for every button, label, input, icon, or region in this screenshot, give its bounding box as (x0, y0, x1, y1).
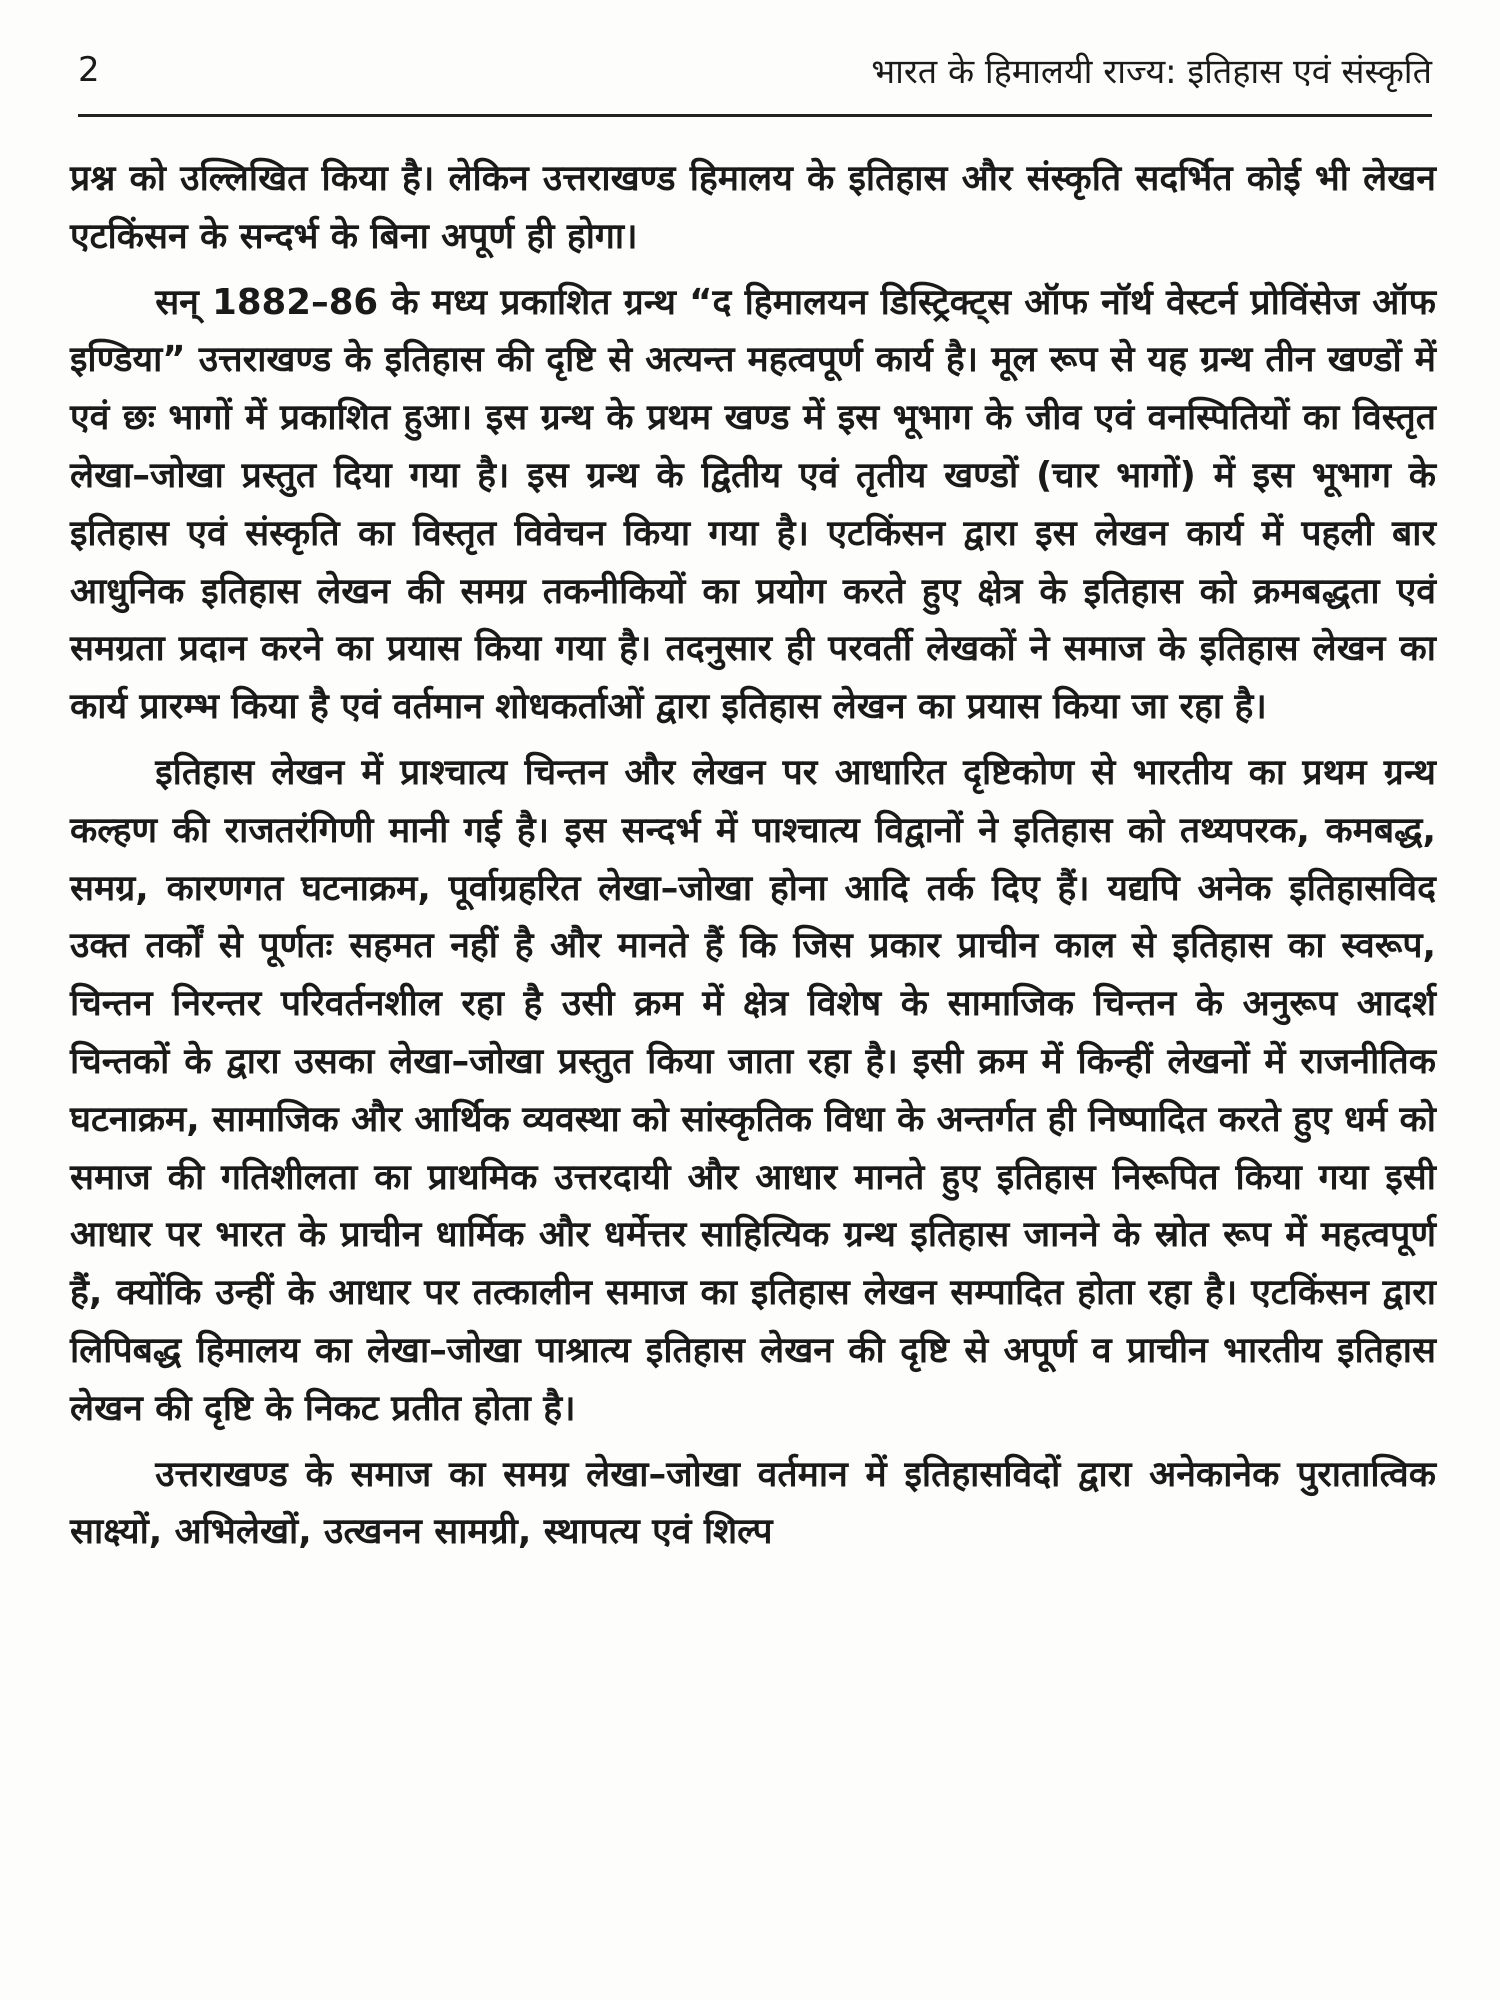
paragraph-historiography: इतिहास लेखन में प्राश्चात्य चिन्तन और लेखन पर आधारित दृष्टिकोण से भारतीय का प्रथम ग्रन्थ कल्हण की राजतरंगिणी मानी गई है। इस सन्दर्भ में पाश्चात्य विद्वानों ने इतिहास को तथ्यपरक, कमबद्ध, समग्र, कारणगत घटनाक्रम, पूर्वाग्रहरित लेखा–जोखा होना आदि तर्क दिए हैं। यद्यपि अनेक इतिहासविद उक्त तर्कों से पूर्णतः सहमत नहीं है और मानते हैं कि जिस प्रकार प्राचीन काल से इतिहास का स्वरूप, चिन्तन निरन्तर परिवर्तनशील रहा है उसी क्रम में क्षेत्र विशेष के सामाजिक चिन्तन के अनुरूप आदर्श चिन्तकों के द्वारा उसका लेखा–जोखा प्रस्तुत किया जाता रहा है। इसी क्रम में किन्हीं लेखनों में राजनीतिक घटनाक्रम, सामाजिक और आर्थिक व्यवस्था को सांस्कृतिक विधा के अन्तर्गत ही निष्पादित करते हुए धर्म को समाज की गतिशीलता का प्राथमिक उत्तरदायी और आधार मानते हुए इतिहास निरूपित किया गया इसी आधार पर भारत के प्राचीन धार्मिक और धर्मेत्तर साहित्यिक ग्रन्थ इतिहास जानने के स्रोत रूप में महत्वपूर्ण हैं, क्योंकि उन्हीं के आधार पर तत्कालीन समाज का इतिहास लेखन सम्पादित होता रहा है। एटकिंसन द्वारा लिपिबद्ध हिमालय का लेखा–जोखा पाश्रात्य इतिहास लेखन की दृष्टि से अपूर्ण व प्राचीन भारतीय इतिहास लेखन की दृष्टि के निकट प्रतीत होता है। (70, 751, 1436, 1429)
page-number: 2 (78, 50, 100, 90)
book-title: भारत के हिमालयी राज्य: इतिहास एवं संस्कृति (871, 52, 1432, 92)
paragraph-continued: प्रश्न को उल्लिखित किया है। लेकिन उत्तराखण्ड हिमालय के इतिहास और संस्कृति सदर्भित कोई भी लेखन एटकिंसन के सन्दर्भ के बिना अपूर्ण ही होगा। (70, 158, 1436, 257)
paragraph-atkinson-work: सन् 1882–86 के मध्य प्रकाशित ग्रन्थ “द हिमालयन डिस्ट्रिक्ट्स ऑफ नॉर्थ वेस्टर्न प्रोविंसेज ऑफ इण्डिया” उत्तराखण्ड के इतिहास की दृष्टि से अत्यन्त महत्वपूर्ण कार्य है। मूल रूप से यह ग्रन्थ तीन खण्डों में एवं छः भागों में प्रकाशित हुआ। इस ग्रन्थ के प्रथम खण्ड में इस भूभाग के जीव एवं वनस्पितियों का विस्तृत लेखा–जोखा प्रस्तुत दिया गया है। इस ग्रन्थ के द्वितीय एवं तृतीय खण्डों (चार भागों) में इस भूभाग के इतिहास एवं संस्कृति का विस्तृत विवेचन किया गया है। एटकिंसन द्वारा इस लेखन कार्य में पहली बार आधुनिक इतिहास लेखन की समग्र तकनीकियों का प्रयोग करते हुए क्षेत्र के इतिहास को क्रमबद्धता एवं समग्रता प्रदान करने का प्रयास किया गया है। तदनुसार ही परवर्ती लेखकों ने समाज के इतिहास लेखन का कार्य प्रारम्भ किया है एवं वर्तमान शोधकर्ताओं द्वारा इतिहास लेखन का प्रयास किया जा रहा है। (70, 281, 1436, 728)
paragraph-uttarakhand-society: उत्तराखण्ड के समाज का समग्र लेखा–जोखा वर्तमान में इतिहासविदों द्वारा अनेकानेक पुरातात्विक साक्ष्यों, अभिलेखों, उत्खनन सामग्री, स्थापत्य एवं शिल्प (70, 1453, 1436, 1553)
body-text (70, 150, 1436, 1569)
running-header (78, 40, 1432, 117)
